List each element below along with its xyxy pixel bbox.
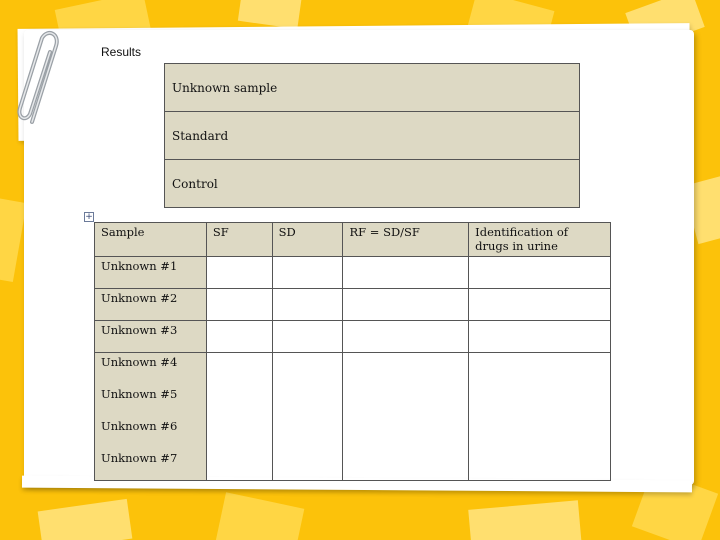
table-cell[interactable] (469, 353, 611, 385)
background-shape (216, 492, 305, 540)
table-cell[interactable] (343, 385, 469, 417)
table-cell[interactable] (469, 449, 611, 481)
summary-table (164, 63, 580, 208)
sample-cell: Unknown #1 (95, 257, 207, 289)
table-row (95, 289, 611, 321)
table-cell[interactable] (206, 289, 272, 321)
table-move-handle-icon[interactable]: + (85, 212, 93, 222)
table-row (95, 417, 611, 449)
table-cell[interactable]: Standard (165, 112, 580, 160)
table-cell[interactable] (343, 449, 469, 481)
background-shape (0, 198, 27, 282)
column-header-identification: Identification of drugs in urine (469, 223, 611, 257)
results-heading: Results (101, 45, 142, 59)
table-cell[interactable] (272, 321, 343, 353)
table-cell[interactable] (206, 353, 272, 385)
table-cell[interactable] (272, 449, 343, 481)
table-cell[interactable] (272, 353, 343, 385)
table-cell[interactable] (343, 289, 469, 321)
table-cell[interactable] (469, 417, 611, 449)
table-row (95, 449, 611, 481)
table-cell[interactable] (206, 257, 272, 289)
column-header-rf: RF = SD/SF (343, 223, 469, 257)
sample-cell: Unknown #2 (95, 289, 207, 321)
table-cell[interactable]: Unknown sample (165, 64, 580, 112)
table-cell[interactable] (469, 321, 611, 353)
table-row (95, 321, 611, 353)
table-cell[interactable] (343, 321, 469, 353)
table-row (95, 257, 611, 289)
sample-cell: Unknown #5 (95, 385, 207, 417)
table-row (165, 160, 580, 208)
table-cell[interactable] (206, 385, 272, 417)
sample-cell: Unknown #6 (95, 417, 207, 449)
table-row (165, 64, 580, 112)
table-cell[interactable] (469, 385, 611, 417)
background-shape (38, 499, 133, 540)
table-cell[interactable] (272, 257, 343, 289)
results-data-table (94, 222, 611, 481)
table-row (95, 385, 611, 417)
table-cell[interactable] (206, 449, 272, 481)
sample-cell: Unknown #4 (95, 353, 207, 385)
table-header-row (95, 223, 611, 257)
table-row (165, 112, 580, 160)
column-header-sample: Sample (95, 223, 207, 257)
sample-cell: Unknown #3 (95, 321, 207, 353)
table-cell[interactable] (272, 417, 343, 449)
table-cell[interactable] (206, 321, 272, 353)
sample-cell: Unknown #7 (95, 449, 207, 481)
table-cell[interactable] (272, 289, 343, 321)
column-header-sd: SD (272, 223, 343, 257)
table-cell[interactable] (272, 385, 343, 417)
table-cell[interactable] (343, 417, 469, 449)
column-header-sf: SF (206, 223, 272, 257)
table-row (95, 353, 611, 385)
paperclip-icon (12, 26, 68, 130)
table-cell[interactable] (469, 257, 611, 289)
table-cell[interactable] (206, 417, 272, 449)
table-cell[interactable] (469, 289, 611, 321)
table-cell[interactable] (343, 353, 469, 385)
table-cell[interactable] (343, 257, 469, 289)
table-cell[interactable]: Control (165, 160, 580, 208)
background-shape (238, 0, 302, 29)
background-shape (468, 500, 582, 540)
